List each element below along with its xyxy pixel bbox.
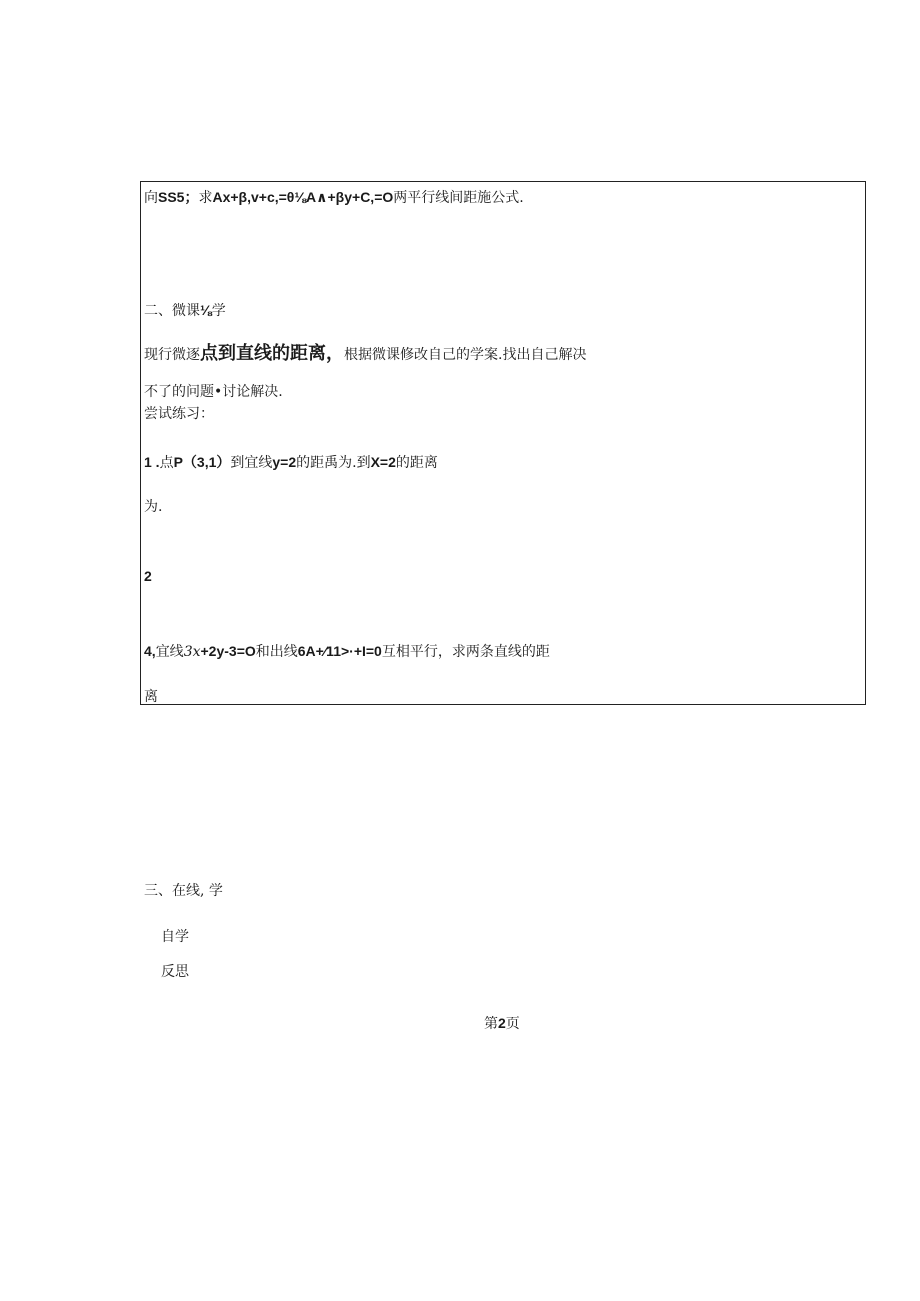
- text-segment: 点: [159, 455, 174, 471]
- text-segment: SS5；: [158, 189, 199, 205]
- section-heading-2: [144, 301, 226, 320]
- text-segment: 到宜线: [230, 455, 273, 471]
- instruction-continuation: 不了的问题•讨论解决.: [144, 384, 283, 400]
- self-study-label: 自学: [161, 929, 189, 945]
- exercise-number: 1 .: [144, 454, 160, 470]
- text-segment: 学: [211, 303, 226, 319]
- formula-text: y=2: [272, 454, 297, 470]
- exercise-4-continuation: 离: [144, 689, 158, 705]
- exercise-4: [144, 642, 550, 661]
- formula-text: +2y-3=O: [200, 643, 256, 659]
- text-segment: 宜线: [155, 644, 184, 660]
- reflection-label: 反思: [161, 964, 189, 980]
- formula-text: 3x: [183, 644, 201, 660]
- text-segment: 两平行线间距施公式.: [393, 190, 524, 206]
- exercise-number: 4,: [144, 643, 156, 659]
- content-table-cell: [140, 181, 866, 705]
- page-number: [484, 1014, 520, 1033]
- micro-lesson-instruction: [144, 344, 586, 365]
- text-segment: ⅛: [200, 302, 212, 318]
- section-heading-3: 三、在线, 学: [144, 883, 223, 899]
- page-number-value: 2: [498, 1015, 506, 1031]
- formula-text: P（3,1）: [173, 454, 231, 470]
- text-segment: 向: [144, 190, 158, 206]
- practice-heading: 尝试练习：: [144, 406, 214, 422]
- exercise-1: [144, 453, 438, 472]
- text-segment: 求: [198, 190, 213, 206]
- text-segment: 二、微课: [144, 303, 200, 319]
- text-segment: 和出线: [255, 644, 298, 660]
- text-segment: 页: [505, 1016, 520, 1032]
- text-segment: 的距离: [395, 455, 438, 471]
- formula-text: X=2: [370, 454, 396, 470]
- text-segment: 根据微课修改自己的学案.找出自己解决: [344, 347, 587, 363]
- lesson-topic-title: 点到直线的距离，: [200, 343, 344, 364]
- formula-text: Ax+β,v+c,=θ⅛A∧+βy+C,=O: [212, 189, 394, 205]
- formula-question-line: [144, 188, 524, 207]
- text-segment: 的距禹为.到: [296, 455, 371, 471]
- exercise-1-continuation: 为.: [144, 499, 163, 515]
- text-segment: 现行微逐: [144, 347, 200, 363]
- formula-text: 6A+⁄11>·+I=0: [297, 643, 382, 659]
- text-segment: 第: [484, 1016, 498, 1032]
- text-segment: 互相平行，求两条直线的距: [381, 644, 550, 660]
- exercise-2-number: 2: [144, 568, 152, 584]
